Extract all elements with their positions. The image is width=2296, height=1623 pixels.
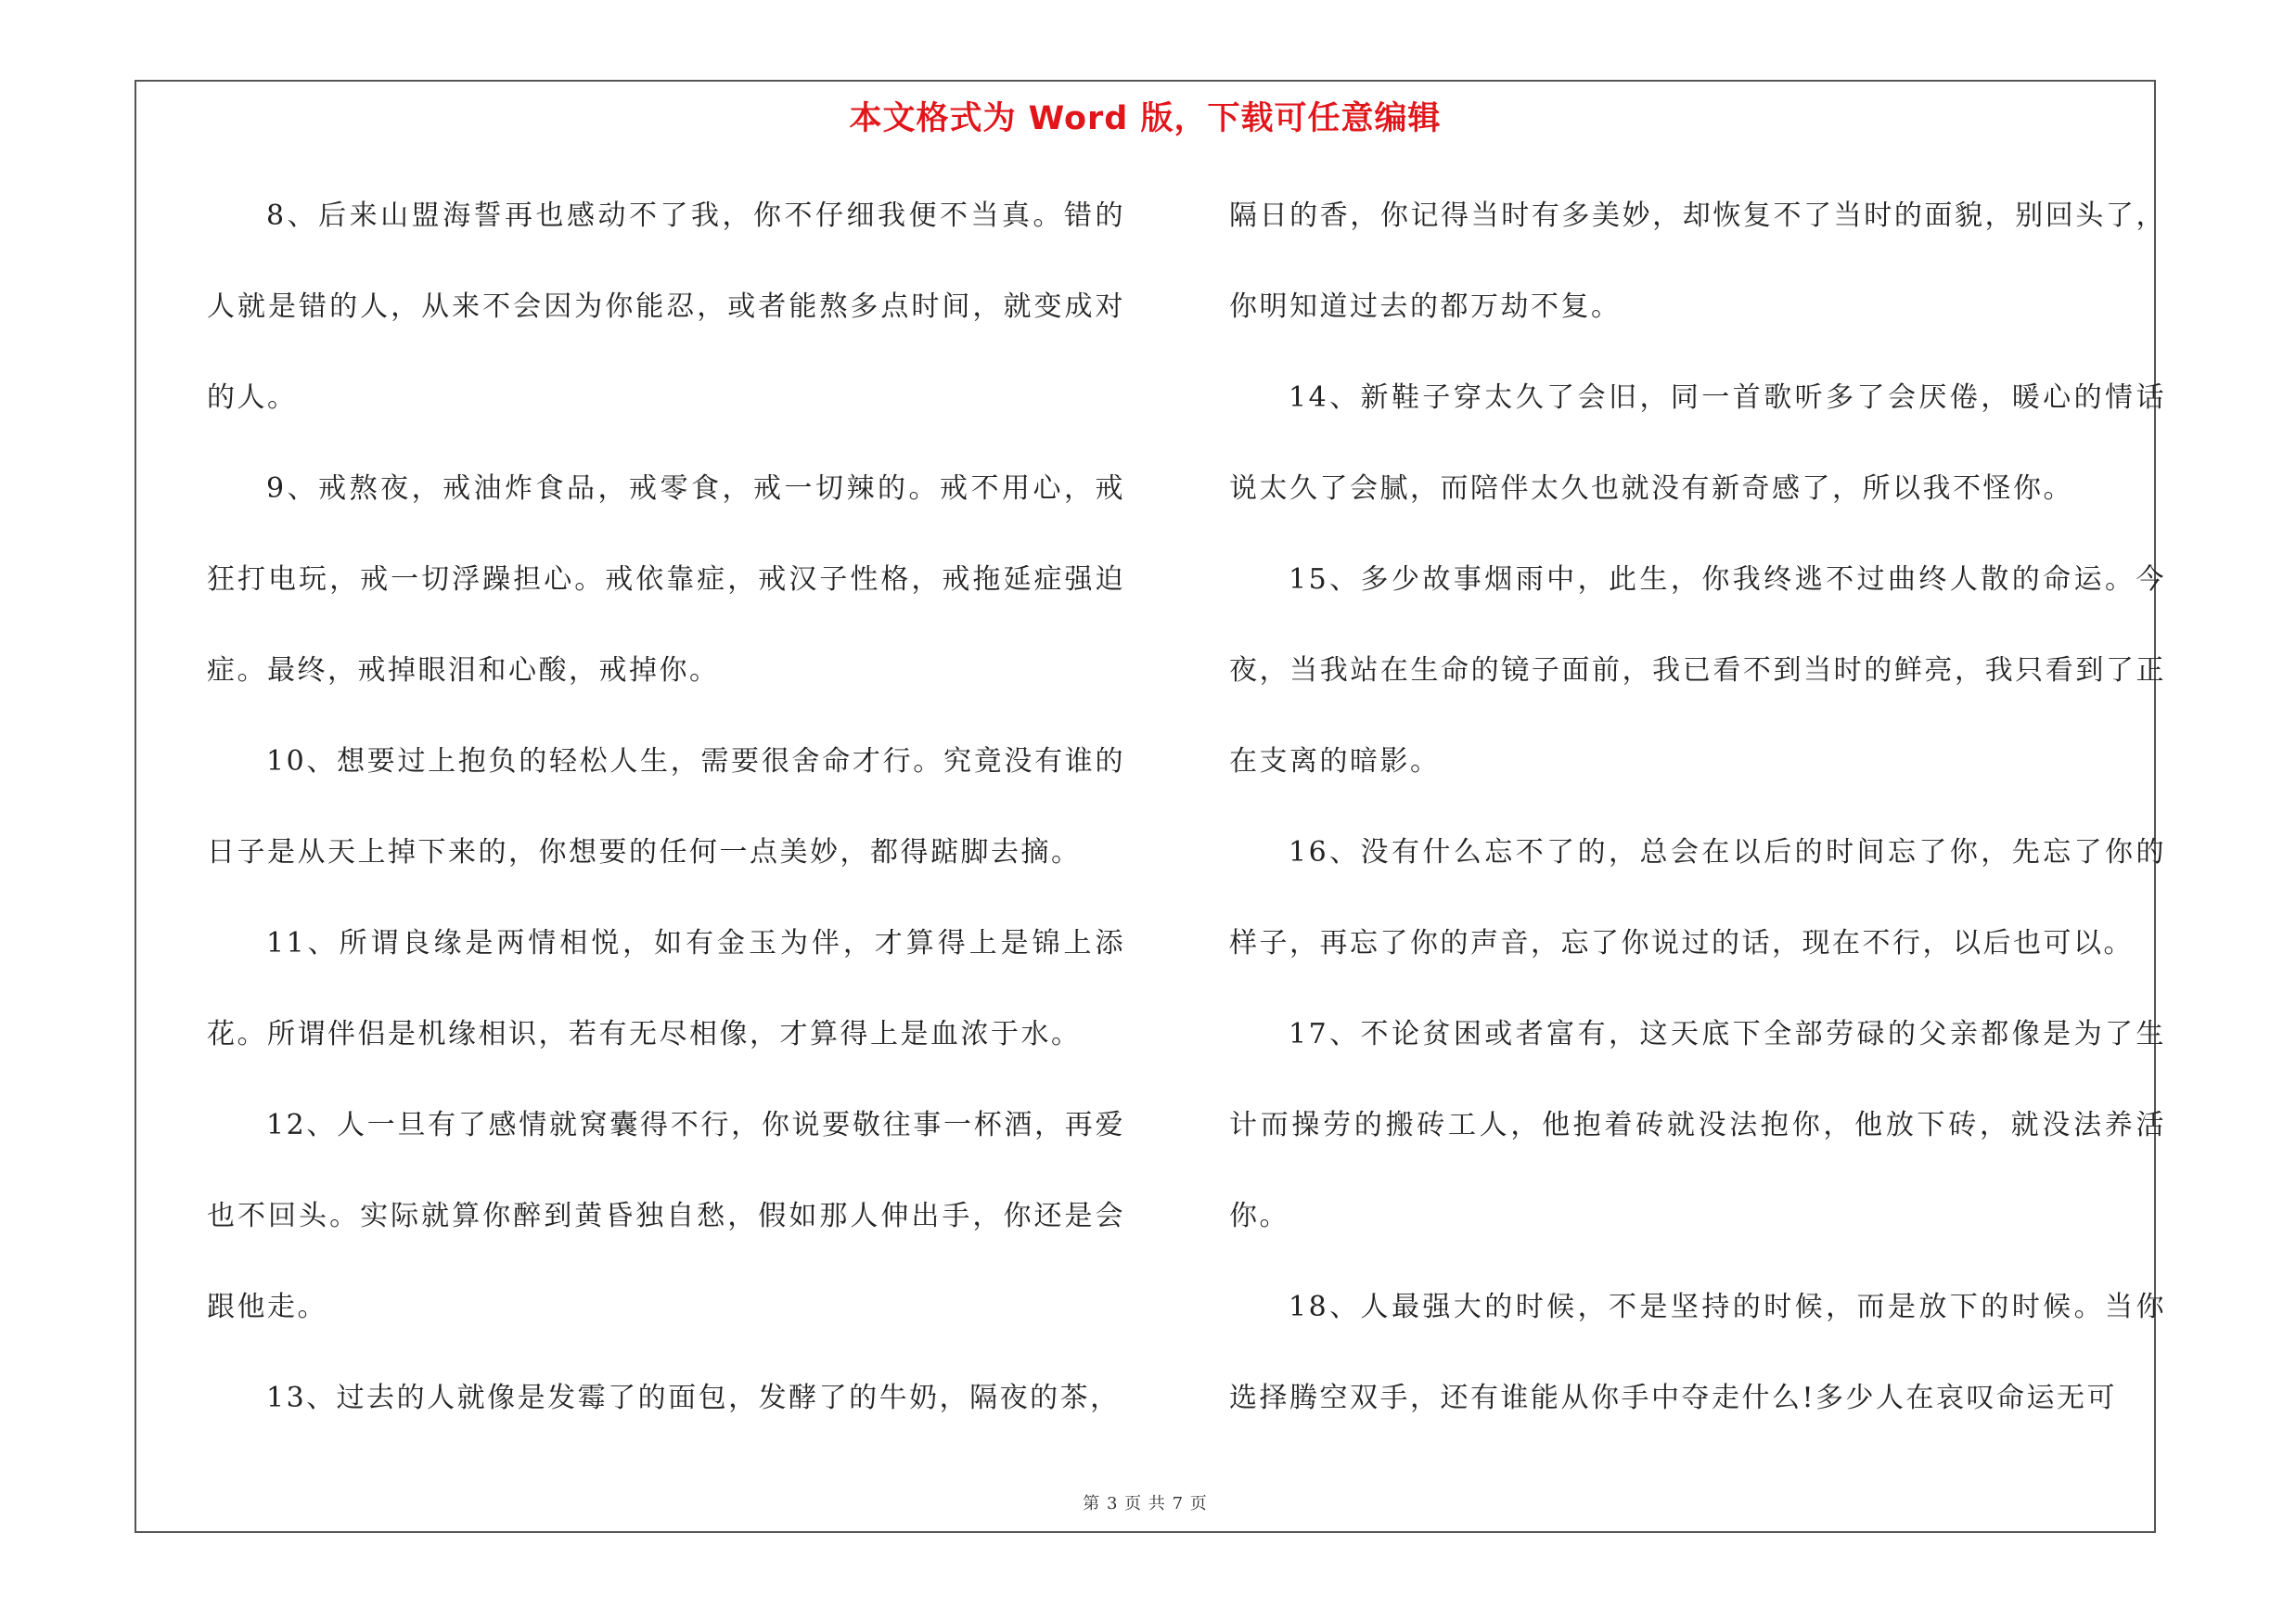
page-frame xyxy=(135,80,2166,1533)
right-column-paragraph: 17、不论贫困或者富有，这天底下全部劳碌的父亲都像是为了生计而操劳的搬砖工人，他抱着砖就没法抱你，他放下砖，就没法养活你。 xyxy=(1229,1018,2166,1232)
right-column-paragraph: 16、没有什么忘不了的，总会在以后的时间忘了你，先忘了你的样子，再忘了你的声音，忘了你说过的话，现在不行，以后也可以。 xyxy=(1229,836,2166,960)
left-column-paragraph: 12、人一旦有了感情就窝囊得不行，你说要敬往事一杯酒，再爱也不回头。实际就算你醉到黄昏独自愁，假如那人伸出手，你还是会跟他走。 xyxy=(207,1109,1125,1323)
right-column-paragraph: 18、人最强大的时候，不是坚持的时候，而是放下的时候。当你选择腾空双手，还有谁能从你手中夺走什么!多少人在哀叹命运无可 xyxy=(1229,1291,2166,1414)
left-column-paragraph: 9、戒熬夜，戒油炸食品，戒零食，戒一切辣的。戒不用心，戒狂打电玩，戒一切浮躁担心。戒依靠症，戒汉子性格，戒拖延症强迫症。最终，戒掉眼泪和心酸，戒掉你。 xyxy=(207,472,1125,687)
left-column-paragraph: 13、过去的人就像是发霉了的面包，发酵了的牛奶，隔夜的茶， xyxy=(266,1382,1121,1414)
word-format-notice: 本文格式为 Word 版，下载可任意编辑 xyxy=(849,100,1442,137)
left-column-paragraph: 10、想要过上抱负的轻松人生，需要很舍命才行。究竟没有谁的日子是从天上掉下来的，你想要的任何一点美妙，都得踮脚去摘。 xyxy=(207,745,1125,869)
right-column-paragraph: 隔日的香，你记得当时有多美妙，却恢复不了当时的面貌，别回头了，你明知道过去的都万劫不复。 xyxy=(1229,200,2166,323)
page-number-footer: 第 3 页 共 7 页 xyxy=(1083,1494,1208,1514)
left-column-paragraph: 11、所谓良缘是两情相悦，如有金玉为伴，才算得上是锦上添花。所谓伴侣是机缘相识，若有无尽相像，才算得上是血浓于水。 xyxy=(207,927,1125,1050)
left-column-paragraph: 8、后来山盟海誓再也感动不了我，你不仔细我便不当真。错的人就是错的人，从来不会因为你能忍，或者能熬多点时间，就变成对的人。 xyxy=(207,200,1125,414)
right-column xyxy=(1229,171,2166,1444)
right-column-paragraph: 14、新鞋子穿太久了会旧，同一首歌听多了会厌倦，暖心的情话说太久了会腻，而陪伴太久也就没有新奇感了，所以我不怪你。 xyxy=(1229,381,2166,505)
left-column xyxy=(207,171,1125,1444)
right-column-paragraph: 15、多少故事烟雨中，此生，你我终逃不过曲终人散的命运。今夜，当我站在生命的镜子面前，我已看不到当时的鲜亮，我只看到了正在支离的暗影。 xyxy=(1229,563,2166,778)
